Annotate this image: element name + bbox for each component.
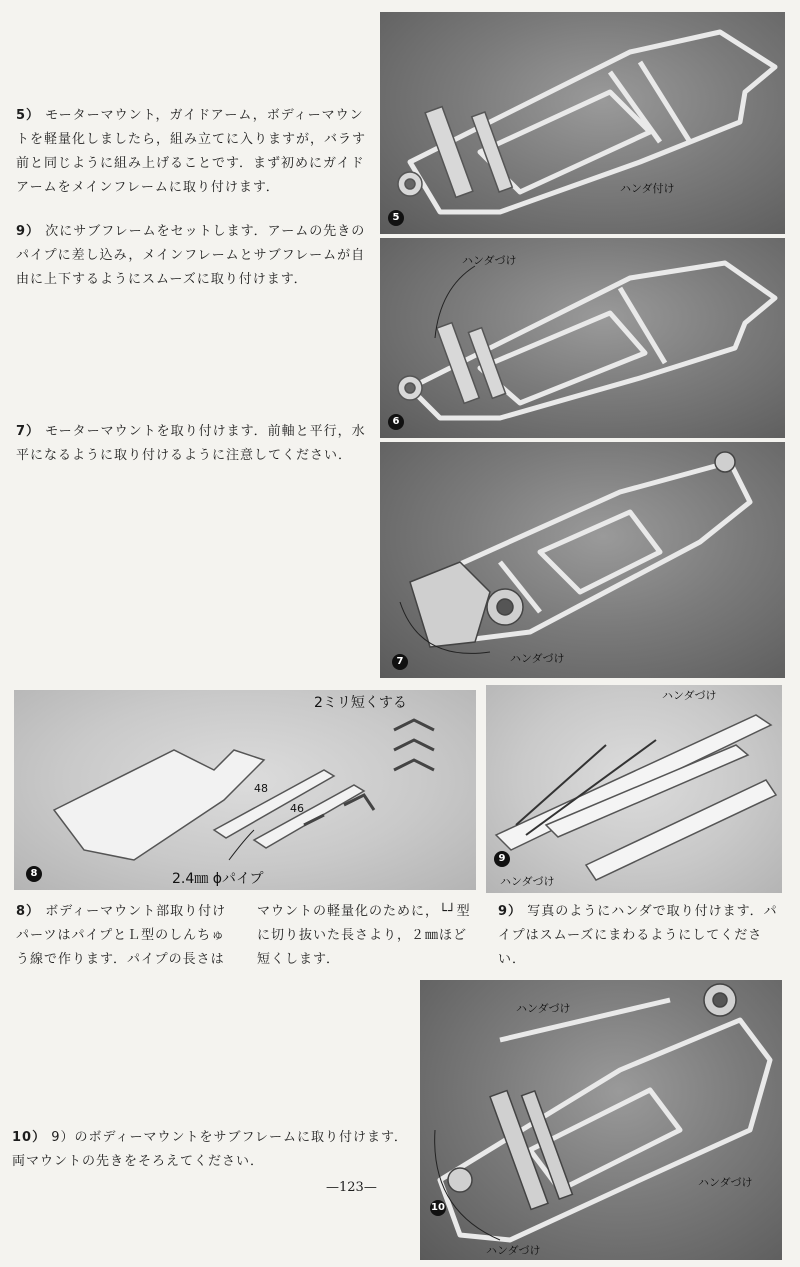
photo-7-badge: 7 — [392, 654, 408, 670]
step-8-body: ボディーマウント部取り付けパーツはパイプとＬ型のしんちゅう線で作ります．パイプの長さはマウントの軽量化のために，└┘型に切り抜いた長さより，２㎜ほど短くします． — [16, 904, 471, 967]
photo-8-pipe-label: 2.4㎜ ϕパイプ — [172, 871, 264, 887]
step-6-text — [16, 220, 368, 292]
step-6-number: 9） — [16, 224, 41, 239]
photo-7-callout: ハンダづけ — [510, 652, 565, 665]
step-5-number: 5） — [16, 108, 41, 123]
photo-9-callout-bottom: ハンダづけ — [500, 875, 555, 888]
step-5-body: モーターマウント，ガイドアーム，ボディーマウントを軽量化しましたら，組み立てに入りますが，バラす前と同じように組み上げることです．まず初めにガイドアームをメインフレームに取り付けます． — [16, 108, 367, 195]
photo-10-callout-bottom: ハンダづけ — [486, 1244, 541, 1257]
step-9-number: 9） — [498, 904, 523, 919]
chassis-illustration-5 — [380, 12, 785, 234]
step-10-number: 10） — [12, 1130, 47, 1145]
step-9-text — [498, 900, 784, 972]
photo-6-callout: ハンダづけ — [462, 254, 517, 267]
photo-10 — [420, 980, 782, 1260]
photo-5-callout: ハンダ付け — [620, 182, 675, 195]
photo-8-dim-46: 46 — [290, 802, 304, 815]
photo-10-badge: 10 — [430, 1200, 446, 1216]
page-number: —123— — [326, 1180, 377, 1195]
step-7-number: 7） — [16, 424, 41, 439]
subframe-illustration-9 — [486, 685, 782, 893]
parts-illustration-8 — [14, 690, 476, 890]
photo-5 — [380, 12, 785, 234]
photo-6-badge: 6 — [388, 414, 404, 430]
step-8-text — [16, 900, 476, 972]
photo-9-callout-top: ハンダづけ — [662, 689, 717, 702]
photo-8-title: 2ミリ短くする — [314, 695, 407, 711]
photo-8-badge: 8 — [26, 866, 42, 882]
photo-10-callout-top: ハンダづけ — [516, 1002, 571, 1015]
step-10-text — [12, 1126, 412, 1174]
photo-6 — [380, 238, 785, 438]
step-8-number: 8） — [16, 904, 41, 919]
chassis-illustration-6 — [380, 238, 785, 438]
photo-8 — [14, 690, 476, 890]
step-9-body: 写真のようにハンダで取り付けます．パイプはスムーズにまわるようにしてください． — [498, 904, 778, 967]
photo-7 — [380, 442, 785, 678]
step-5-text — [16, 104, 368, 200]
step-10-body: 9）のボディーマウントをサブフレームに取り付けます．両マウントの先きをそろえてください． — [12, 1130, 408, 1169]
photo-5-badge: 5 — [388, 210, 404, 226]
photo-10-callout-right: ハンダづけ — [698, 1176, 753, 1189]
photo-9 — [486, 685, 782, 893]
step-6-body: 次にサブフレームをセットします．アームの先きのパイプに差し込み，メインフレームとサブフレームが自由に上下するようにスムーズに取り付けます． — [16, 224, 366, 287]
step-7-body: モーターマウントを取り付けます．前軸と平行，水平になるように取り付けるように注意してください． — [16, 424, 366, 463]
photo-8-dim-48: 48 — [254, 782, 268, 795]
step-7-text — [16, 420, 368, 468]
photo-9-badge: 9 — [494, 851, 510, 867]
chassis-illustration-10 — [420, 980, 782, 1260]
chassis-illustration-7 — [380, 442, 785, 678]
